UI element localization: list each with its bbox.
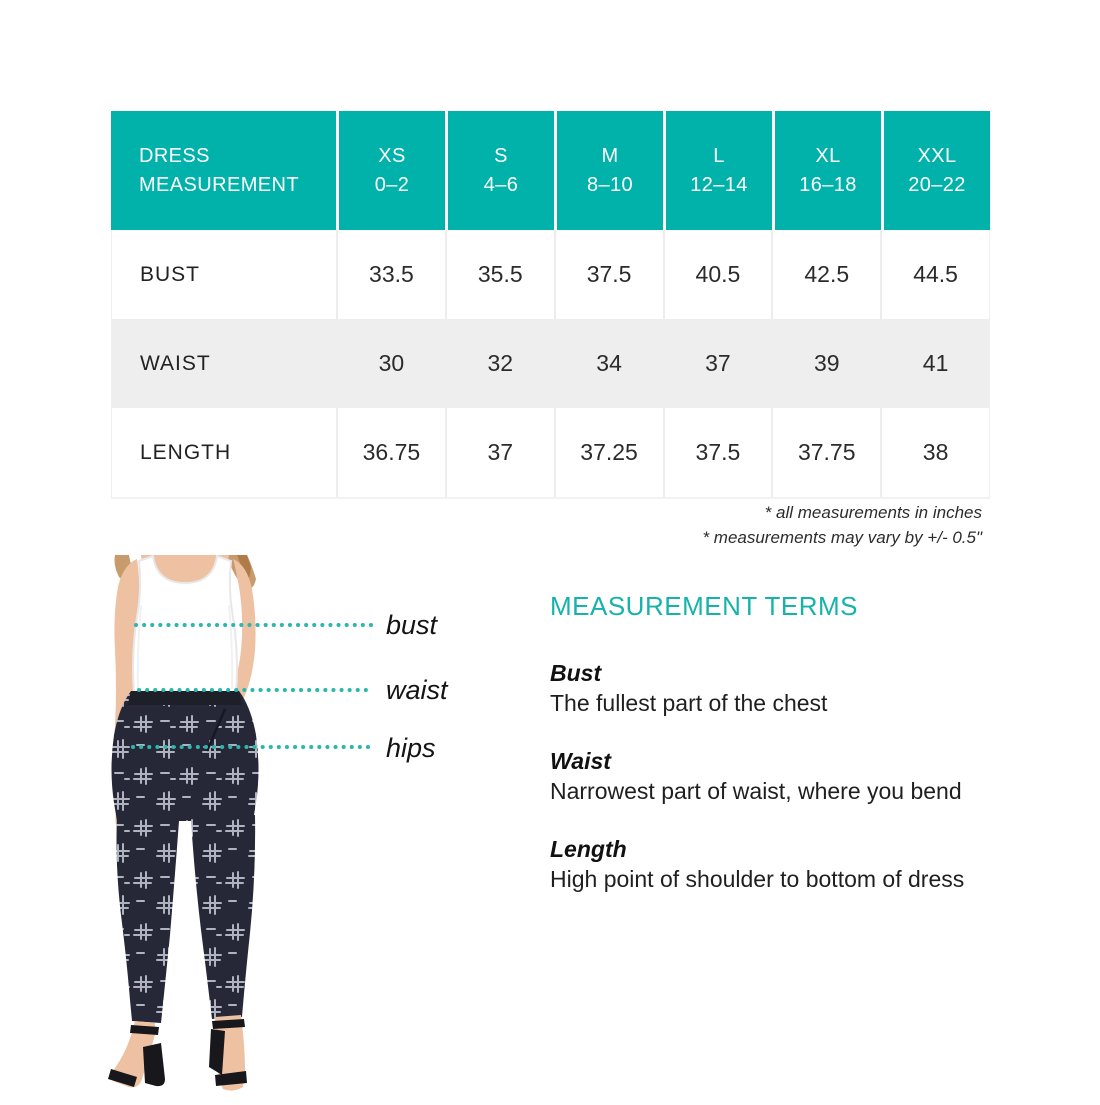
- measurement-row-waist: [112, 319, 989, 408]
- header-label-line2: MEASUREMENT: [139, 173, 299, 196]
- term-bust: [550, 658, 1030, 718]
- bust-guide-line: [133, 622, 376, 628]
- header-cell-size-l: [663, 111, 772, 230]
- measurement-cell: 33.5: [336, 230, 445, 319]
- measurement-cell: 44.5: [880, 230, 989, 319]
- header-cell-size-s: [445, 111, 554, 230]
- term-name: Bust: [550, 660, 602, 686]
- measurement-cell: 37: [663, 319, 772, 408]
- header-label-line1: DRESS: [139, 144, 210, 167]
- size-name: XS: [378, 144, 406, 167]
- measurement-cell: 37.75: [771, 408, 880, 497]
- hips-label: hips: [386, 733, 436, 763]
- size-range: 16–18: [799, 173, 857, 196]
- row-label: LENGTH: [140, 440, 232, 464]
- term-definition: The fullest part of the chest: [550, 690, 828, 716]
- header-cell-size-m: [554, 111, 663, 230]
- size-range: 0–2: [374, 173, 410, 196]
- term-name: Waist: [550, 748, 611, 774]
- measurement-cell: 37: [445, 408, 554, 497]
- sandals: [108, 1015, 247, 1091]
- header-cell-size-xl: [772, 111, 881, 230]
- footnote-inches: * all measurements in inches: [764, 503, 982, 522]
- measurement-row-bust: [112, 230, 989, 319]
- size-name: XL: [815, 144, 841, 167]
- pants: [112, 691, 259, 1023]
- measurement-cell: 38: [880, 408, 989, 497]
- measurement-row-length: [112, 408, 989, 497]
- model-photo: [85, 555, 285, 1100]
- header-cell-size-xs: [336, 111, 445, 230]
- size-range: 12–14: [690, 173, 748, 196]
- waist-label: waist: [386, 675, 448, 705]
- measurement-cell: 37.25: [554, 408, 663, 497]
- measurement-cell: 36.75: [336, 408, 445, 497]
- size-name: S: [494, 144, 508, 167]
- measurement-terms-section: [550, 591, 1030, 922]
- term-definition: Narrowest part of waist, where you bend: [550, 778, 962, 804]
- model-photo-svg: [85, 555, 285, 1100]
- row-label: WAIST: [140, 351, 211, 375]
- size-table: [111, 111, 990, 499]
- measurement-cell: 41: [880, 319, 989, 408]
- bust-label: bust: [386, 610, 438, 640]
- measurement-cell: 42.5: [771, 230, 880, 319]
- row-label: BUST: [140, 262, 201, 286]
- hips-guide-line: [130, 744, 376, 750]
- size-range: 4–6: [483, 173, 519, 196]
- size-range: 20–22: [908, 173, 966, 196]
- header-cell-size-xxl: [881, 111, 990, 230]
- size-name: XXL: [917, 144, 957, 167]
- measurement-terms-heading: MEASUREMENT TERMS: [550, 591, 859, 621]
- size-name: M: [601, 144, 619, 167]
- size-table-body: [111, 230, 990, 499]
- measurement-cell: 30: [336, 319, 445, 408]
- measurement-cell: 40.5: [663, 230, 772, 319]
- waist-guide-line: [136, 687, 376, 693]
- measurement-cell: 34: [554, 319, 663, 408]
- term-name: Length: [550, 836, 627, 862]
- measurement-cell: 39: [771, 319, 880, 408]
- header-cell-dress-measurement: [111, 111, 336, 230]
- measurement-cell: 37.5: [554, 230, 663, 319]
- term-waist: [550, 746, 1030, 806]
- footnote-variance: * measurements may vary by +/- 0.5": [702, 528, 982, 547]
- footnotes: [702, 500, 982, 550]
- size-table-header-row: [111, 111, 990, 230]
- term-length: [550, 834, 1030, 894]
- measurement-cell: 37.5: [663, 408, 772, 497]
- term-definition: High point of shoulder to bottom of dress: [550, 866, 965, 892]
- size-range: 8–10: [586, 173, 634, 196]
- size-name: L: [713, 144, 725, 167]
- measurement-cell: 35.5: [445, 230, 554, 319]
- measurement-cell: 32: [445, 319, 554, 408]
